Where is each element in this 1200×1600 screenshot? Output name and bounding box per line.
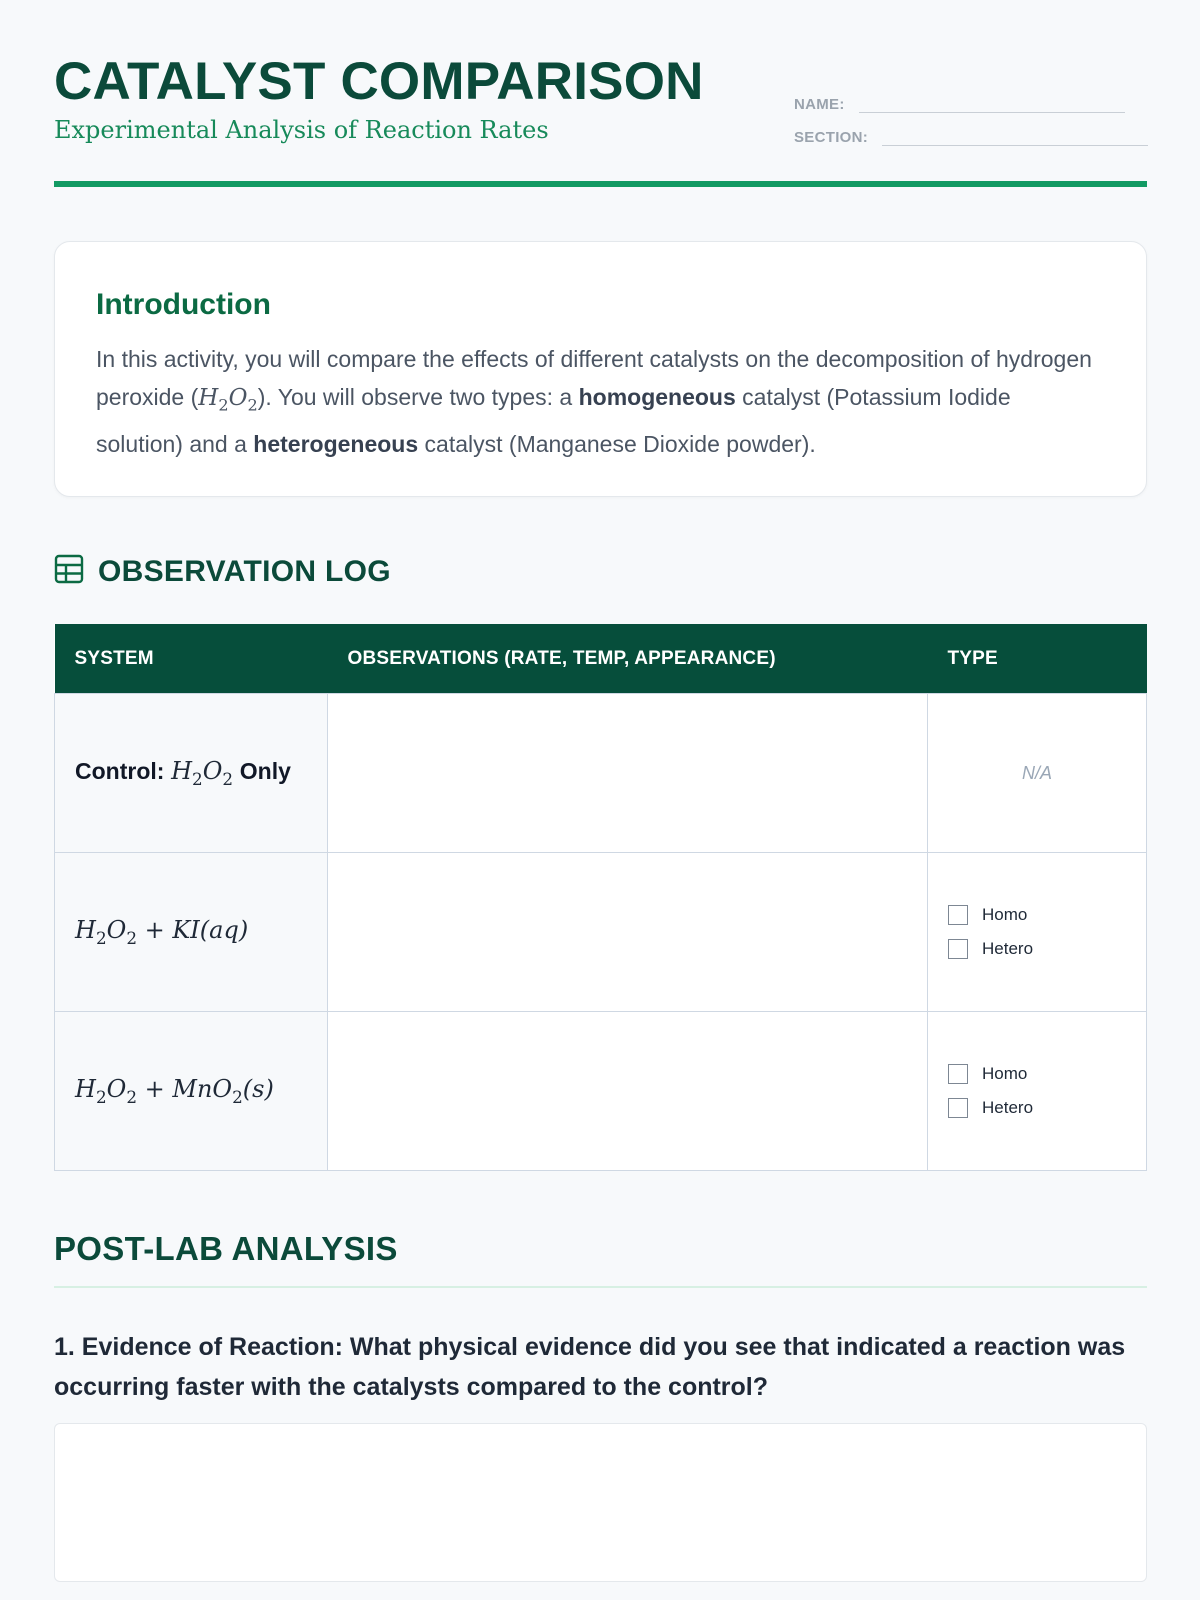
introduction-heading: Introduction [96, 288, 271, 321]
type-cell-ki [928, 853, 1147, 1012]
section-label: SECTION: [794, 129, 869, 146]
intro-bold-heterogeneous: heterogeneous [253, 430, 419, 457]
hetero-label: Hetero [982, 939, 1034, 958]
hetero-checkbox[interactable] [948, 1098, 968, 1118]
header-divider [54, 181, 1147, 187]
system-cell-mno2 [55, 1012, 328, 1171]
page-subtitle: Experimental Analysis of Reaction Rates [54, 116, 549, 144]
table-row [55, 853, 1147, 1012]
section-field[interactable] [882, 127, 1148, 146]
table-grid-icon [54, 554, 84, 589]
intro-text-part: In this activity, you will compare the effects of different catalysts on the decomposition of hydrogen peroxide ( [96, 346, 1092, 410]
observations-input-control[interactable] [328, 694, 928, 853]
question-1: 1. Evidence of Reaction: What physical evidence did you see that indicated a reaction was occurring faster with the catalysts compared to the control? [54, 1333, 1126, 1401]
observation-table [54, 624, 1147, 1171]
column-header-system: SYSTEM [55, 624, 328, 694]
intro-text-part: ). You will observe two types: a [257, 384, 579, 410]
header [54, 52, 1147, 188]
name-field[interactable] [859, 94, 1125, 113]
intro-bold-homogeneous: homogeneous [578, 384, 736, 410]
h2o2-mno2-formula: $H_2O_2 + MnO_2(s)$ [75, 1075, 274, 1107]
type-na: N/A [928, 694, 1147, 853]
control-label: Control: [75, 758, 165, 785]
homo-checkbox[interactable] [948, 1064, 968, 1084]
observation-log-header [54, 554, 391, 589]
intro-text-part: catalyst (Manganese Dioxide powder). [418, 430, 816, 457]
only-label: Only [239, 758, 291, 785]
homo-label: Homo [982, 905, 1028, 924]
hetero-checkbox[interactable] [948, 939, 968, 959]
intro-text-part: catalyst (Potassium Iodide solution) and a [96, 384, 1011, 457]
observations-input-ki[interactable] [328, 853, 928, 1012]
post-lab-divider [54, 1286, 1147, 1288]
introduction-text [96, 340, 1096, 463]
name-row [794, 94, 1125, 113]
homo-option[interactable] [948, 905, 1126, 925]
system-cell-ki [55, 853, 328, 1012]
table-row [55, 1012, 1147, 1171]
name-label: NAME: [794, 96, 845, 113]
introduction-card [54, 241, 1147, 497]
table-header-row [55, 624, 1147, 694]
page-title: CATALYST COMPARISON [54, 52, 704, 111]
homo-label: Homo [982, 1064, 1028, 1083]
column-header-type: TYPE [928, 624, 1147, 694]
post-lab-heading: POST-LAB ANALYSIS [54, 1230, 398, 1267]
homo-option[interactable] [948, 1064, 1126, 1084]
type-cell-mno2 [928, 1012, 1147, 1171]
h2o2-ki-formula: $H_2O_2 + KI(aq)$ [75, 916, 249, 948]
h2o2-formula: $H_2O_2$ [171, 757, 234, 789]
hetero-option[interactable] [948, 939, 1126, 959]
system-cell-control [55, 694, 328, 853]
hetero-label: Hetero [982, 1098, 1034, 1117]
answer-box-1[interactable] [54, 1423, 1147, 1582]
homo-checkbox[interactable] [948, 905, 968, 925]
observations-input-mno2[interactable] [328, 1012, 928, 1171]
table-row [55, 694, 1147, 853]
observation-log-heading: OBSERVATION LOG [98, 554, 391, 588]
hetero-option[interactable] [948, 1098, 1126, 1118]
column-header-observations: OBSERVATIONS (RATE, TEMP, APPEARANCE) [328, 624, 928, 694]
h2o2-formula: $H_2O_2$ [198, 385, 258, 415]
section-row [794, 127, 1148, 146]
